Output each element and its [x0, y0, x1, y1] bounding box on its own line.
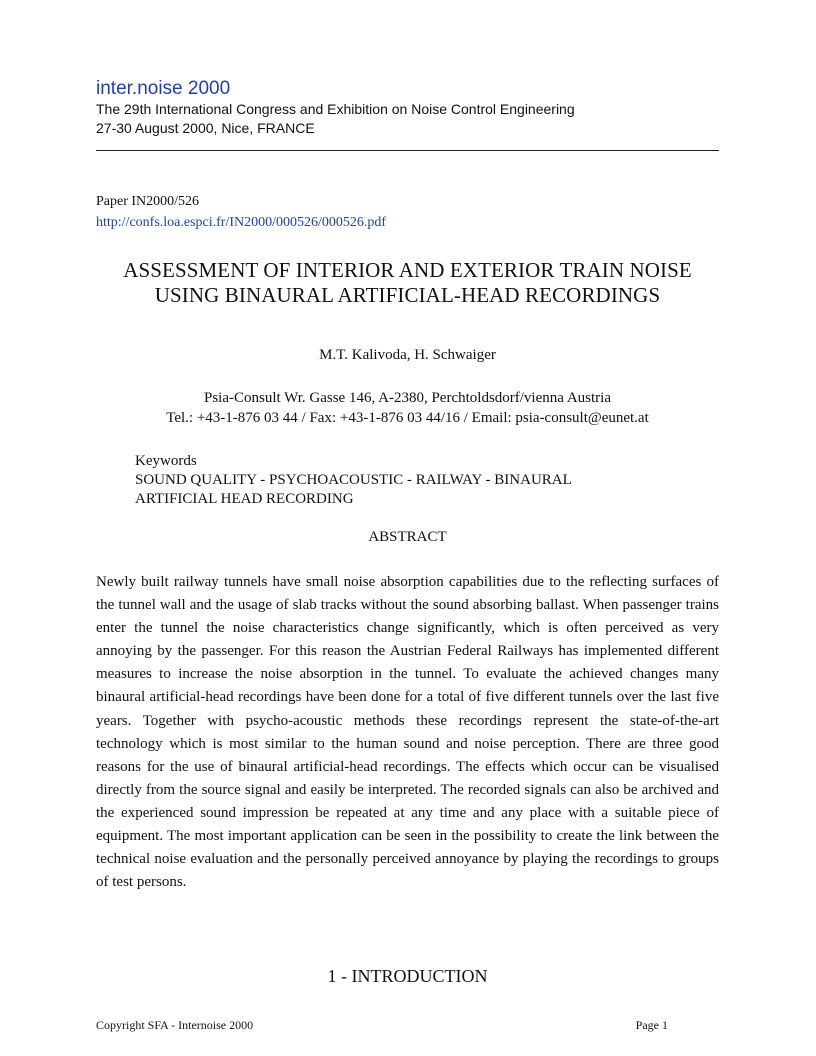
abstract-heading: ABSTRACT	[368, 529, 447, 545]
conference-full-title: The 29th International Congress and Exhibition on Noise Control Engineering	[96, 101, 575, 117]
conference-date-location: 27-30 August 2000, Nice, FRANCE	[96, 120, 315, 136]
paper-title: ASSESSMENT OF INTERIOR AND EXTERIOR TRAIN NOISE USING BINAURAL ARTIFICIAL-HEAD RECORDINGS	[123, 258, 692, 307]
affiliation-contact: Tel.: +43-1-876 03 44 / Fax: +43-1-876 03 44/16 / Email: psia-consult@eunet.at	[166, 410, 649, 426]
header-divider	[96, 150, 719, 151]
paper-url-link[interactable]: http://confs.loa.espci.fr/IN2000/000526/000526.pdf	[96, 215, 387, 230]
footer-page-number: Page 1	[635, 1018, 668, 1032]
paper-authors: M.T. Kalivoda, H. Schwaiger	[319, 347, 496, 363]
paper-id: Paper IN2000/526	[96, 194, 200, 209]
keywords-line: SOUND QUALITY - PSYCHOACOUSTIC - RAILWAY - BINAURAL	[135, 472, 572, 488]
abstract-body: Newly built railway tunnels have small noise absorption capabilities due to the reflecting surfaces of the tunnel wall and the usage of slab tracks without the sound absorbing ballast. When passenger trains enter the tunnel the noise characteristics change significantly, which is often perceived as very annoying by the passenger. For this reason the Austrian Federal Railways has implemented different measures to increase the noise absorption in the tunnel. To evaluate the achieved changes many binaural artificial-head recordings have been done for a total of five different tunnels over the last five years. Together with psycho-acoustic methods these recordings represent the state-of-the-art technology which is most similar to the human sound and noise perception. There are three good reasons for the use of binaural artificial-head recordings. The effects which occur can be visualised directly from the source signal and easily be interpreted. The recorded signals can also be archived and the experienced sound impression be repeated at any time and any place with a suitable piece of equipment. The most important application can be seen in the possibility to create the link between the technical noise evaluation and the personally perceived annoyance by playing the recordings to groups of test persons.	[96, 574, 719, 891]
conference-name: inter.noise 2000	[96, 78, 231, 99]
keywords-heading: Keywords	[135, 453, 197, 469]
introduction-heading: 1 - INTRODUCTION	[327, 966, 488, 986]
affiliation-address: Psia-Consult Wr. Gasse 146, A-2380, Perchtoldsdorf/vienna Austria	[204, 390, 611, 406]
keywords-line: ARTIFICIAL HEAD RECORDING	[135, 491, 354, 507]
footer-copyright: Copyright SFA - Internoise 2000	[96, 1018, 254, 1032]
